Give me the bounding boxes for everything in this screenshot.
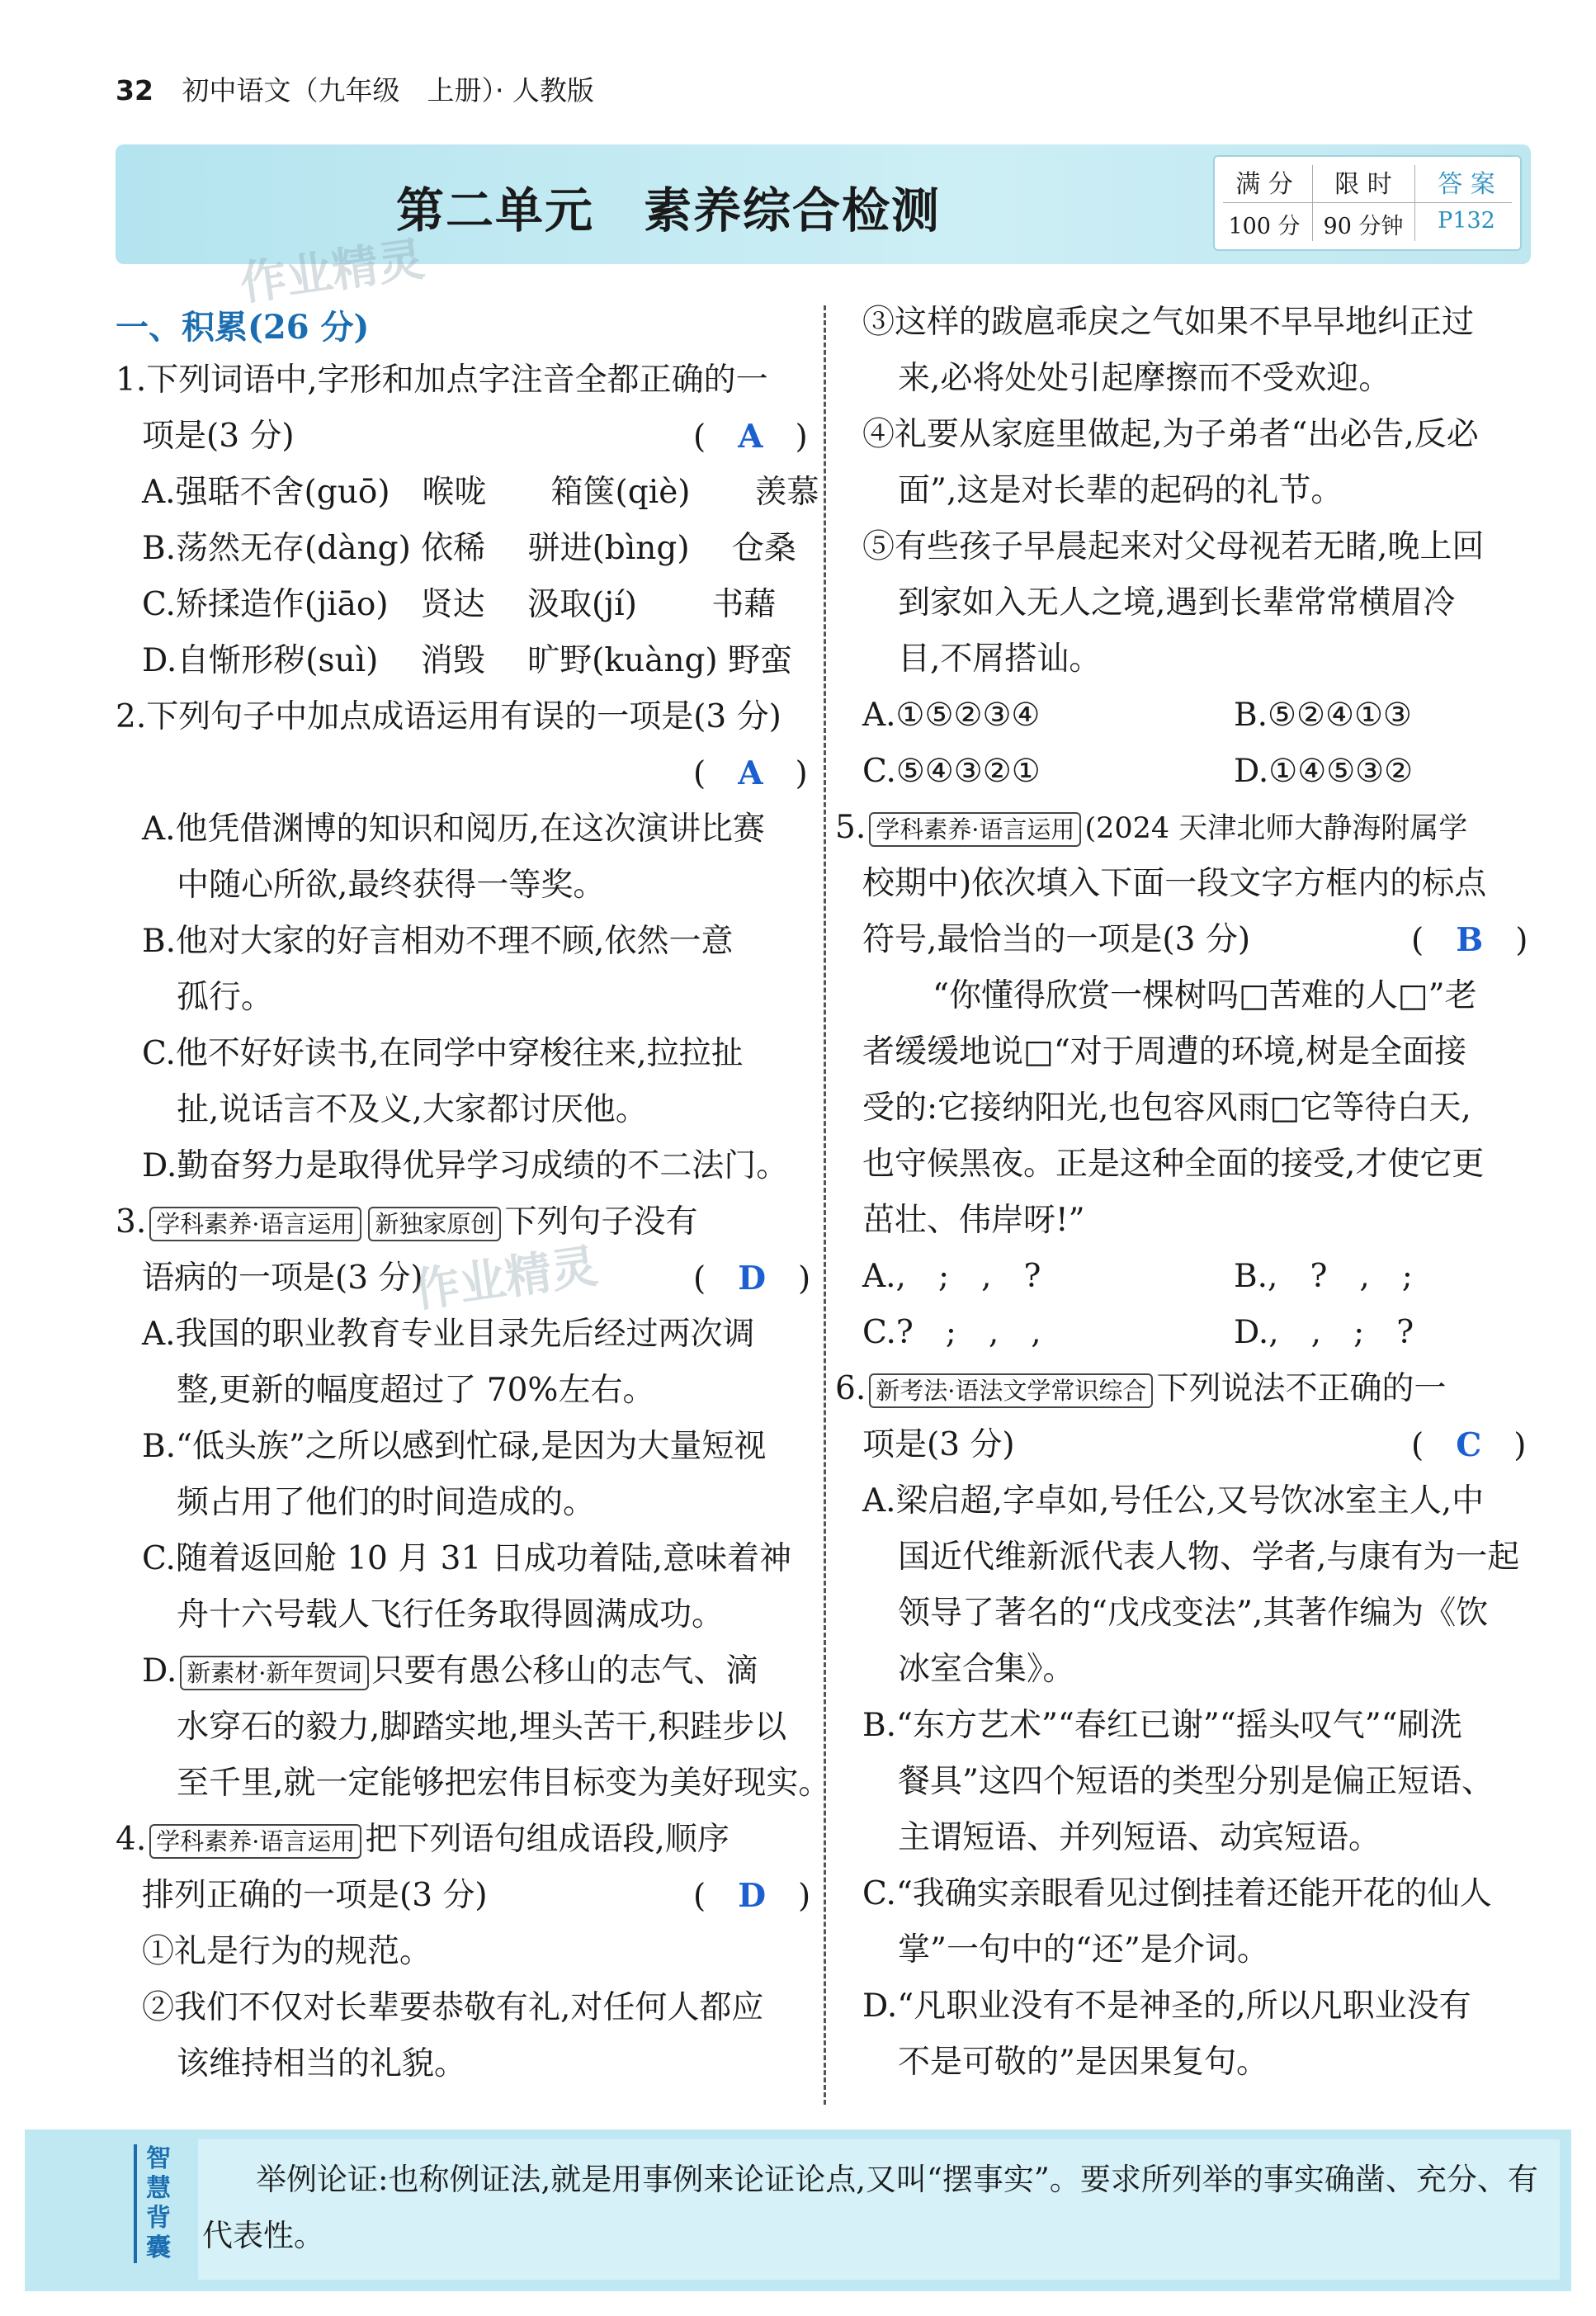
q6-option-c-2: 掌”一句中的“还”是介词。 [898,1931,1269,1969]
q6-stem-text: 下列说法不正确的一 [1156,1370,1447,1407]
q3-tag-1: 学科素养·语言运用 [149,1207,361,1241]
q6-answer-box: ( C ) [1411,1426,1527,1464]
q1-answer-box: ( A ) [693,418,808,456]
q3-tag-2: 新独家原创 [368,1207,501,1241]
q4-stem-2: 排列正确的一项是(3 分) [142,1877,488,1914]
score-label: 满 分 [1235,170,1293,199]
q4-sentence-4b: 面”,这是对长辈的起码的礼节。 [898,472,1343,509]
q5-passage-2: 者缓缓地说□“对于周遭的环境,树是全面接 [862,1033,1467,1071]
q5-passage-5: 茁壮、伟岸呀!” [862,1202,1085,1239]
q5-option-c: C.? ; , , [862,1314,1041,1351]
q1-stem: 1.下列词语中,字形和加点字注音全都正确的一 [116,362,768,399]
q4-option-d: D.①④⑤③② [1234,753,1414,790]
q1-option-b: B.荡然无存(dàng) 依稀 骈进(bìng) 仓桑 [142,530,796,567]
q6-option-a-3: 领导了著名的“戊戌变法”,其著作编为《饮 [898,1595,1489,1632]
q4-sentence-5c: 目,不屑搭讪。 [898,640,1102,678]
q4-option-c: C.⑤④③②① [862,753,1041,790]
q5-stem-2: 校期中)依次填入下面一段文字方框内的标点 [862,865,1487,902]
q2-option-c-2: 扯,说话言不及义,大家都讨厌他。 [177,1091,648,1128]
q5-passage-1: “你懂得欣赏一棵树吗□苦难的人□”老 [933,977,1477,1014]
q5-passage-4: 也守候黑夜。正是这种全面的接受,才使它更 [862,1146,1485,1183]
q3-answer: D [738,1260,767,1297]
q3-stem-text: 下列句子没有 [504,1203,698,1241]
q6-option-a: A.梁启超,字卓如,号任公,又号饮冰室主人,中 [862,1482,1485,1520]
q1-option-c: C.矫揉造作(jiāo) 贤达 汲取(jí) 书藉 [142,586,777,623]
q6-tag: 新考法·语法文学常识综合 [869,1373,1153,1408]
q6-option-b: B.“东方艺术”“春红已谢”“摇头叹气”“刷洗 [862,1707,1462,1744]
time-value: 90 分钟 [1323,214,1404,239]
q3-option-d-3: 至千里,就一定能够把宏伟目标变为美好现实。 [177,1765,831,1802]
book-title: 初中语文（九年级 上册）· 人教版 [182,74,594,106]
q6-option-b-2: 餐具”这四个短语的类型分别是偏正短语、 [898,1763,1494,1800]
score-box-divider [1414,165,1415,241]
q3-option-b: B.“低头族”之所以感到忙碌,是因为大量短视 [142,1428,767,1465]
q2-option-c: C.他不好好读书,在同学中穿梭往来,拉拉扯 [142,1035,744,1072]
q1-answer: A [738,418,763,456]
q4-stem: 4. 学科素养·语言运用 把下列语句组成语段,顺序 [116,1821,730,1858]
q5-answer: B [1456,921,1484,959]
q6-option-c: C.“我确实亲眼看见过倒挂着还能开花的仙人 [862,1875,1492,1912]
q6-option-d: D.“凡职业没有不是神圣的,所以凡职业没有 [862,1988,1471,2025]
q3-option-c: C.随着返回舱 10 月 31 日成功着陆,意味着神 [142,1540,792,1577]
q5-option-a: A., ; , ? [862,1258,1041,1295]
answer-label: 答 案 [1438,170,1495,199]
page-number: 32 [116,74,153,106]
page-header [116,69,594,108]
tip-text-2: 代表性。 [202,2218,324,2253]
column-divider [824,305,826,2105]
q2-option-b-2: 孤行。 [177,979,274,1016]
q1-option-d: D.自惭形秽(suì) 消毁 旷野(kuàng) 野蛮 [142,642,793,679]
q6-option-a-4: 冰室合集》。 [898,1651,1075,1688]
q6-option-d-2: 不是可敬的”是因果复句。 [898,2044,1268,2081]
q2-option-a-2: 中随心所欲,最终获得一等奖。 [177,867,606,904]
q5-answer-box: ( B ) [1411,921,1528,959]
q2-option-d: D.勤奋努力是取得优异学习成绩的不二法门。 [142,1147,789,1184]
q4-sentence-2: ②我们不仅对长辈要恭敬有礼,对任何人都应 [142,1989,764,2026]
q3-option-b-2: 频占用了他们的时间造成的。 [177,1484,596,1521]
q5-stem: 5. 学科素养·语言运用 (2024 天津北师大静海附属学 [835,809,1468,846]
q5-passage-3: 受的:它接纳阳光,也包容风雨□它等待白天, [862,1089,1471,1127]
q4-option-a: A.①⑤②③④ [862,697,1041,734]
score-box [1213,155,1522,251]
q6-stem: 6. 新考法·语法文学常识综合 下列说法不正确的一 [835,1370,1447,1407]
q3-option-c-2: 舟十六号载人飞行任务取得圆满成功。 [177,1596,725,1633]
q4-answer-box: ( D ) [693,1877,811,1915]
q4-sentence-2b: 该维持相当的礼貌。 [177,2045,467,2082]
q2-answer-box: ( A ) [693,754,808,792]
q3-stem-2: 语病的一项是(3 分) [142,1260,423,1297]
tip-side-label: 智慧背囊 [134,2144,175,2263]
q2-answer: A [738,754,763,792]
q3-option-d-2: 水穿石的毅力,脚踏实地,埋头苦干,积跬步以 [177,1709,787,1746]
q6-option-a-2: 国近代维新派代表人物、学者,与康有为一起 [898,1538,1520,1576]
score-box-divider [1312,165,1313,241]
score-box-divider [1223,202,1512,203]
q2-option-a: A.他凭借渊博的知识和阅历,在这次演讲比赛 [142,811,765,848]
answer-page: P132 [1438,208,1495,234]
q4-sentence-3: ③这样的跋扈乖戾之气如果不早早地纠正过 [862,304,1475,341]
time-label: 限 时 [1334,170,1392,199]
q4-sentence-3b: 来,必将处处引起摩擦而不受欢迎。 [898,360,1391,397]
q1-stem-2: 项是(3 分) [142,418,295,455]
q4-stem-text: 把下列语句组成语段,顺序 [365,1821,730,1858]
q4-answer: D [738,1877,767,1915]
score-value: 100 分 [1228,214,1301,239]
q3-option-a-2: 整,更新的幅度超过了 70%左右。 [177,1372,655,1409]
q5-option-b: B., ? , ; [1234,1258,1413,1295]
q2-stem: 2.下列句子中加点成语运用有误的一项是(3 分) [116,698,781,735]
q5-stem-3: 符号,最恰当的一项是(3 分) [862,921,1251,958]
q6-answer: C [1456,1426,1482,1464]
page-title: 第二单元 素养综合检测 [396,182,942,239]
q4-sentence-1: ①礼是行为的规范。 [142,1933,432,1970]
section-title: 一、积累(26 分) [116,308,370,347]
q3-answer-box: ( D ) [693,1260,811,1297]
q4-sentence-5b: 到家如入无人之境,遇到长辈常常横眉冷 [898,584,1456,622]
tip-text-1: 举例论证:也称例证法,就是用事例来论证论点,又叫“摆事实”。要求所列举的事实确凿、充分、有 [256,2162,1538,2197]
q1-option-a: A.强聒不舍(guō) 喉咙 箱箧(qiè) 羡慕 [142,474,819,511]
q4-sentence-5: ⑤有些孩子早晨起来对父母视若无睹,晚上回 [862,528,1485,565]
q5-stem-text: (2024 天津北师大静海附属学 [1084,812,1468,845]
q3-option-a: A.我国的职业教育专业目录先后经过两次调 [142,1316,755,1353]
q4-option-b: B.⑤②④①③ [1234,697,1412,734]
q4-sentence-4: ④礼要从家庭里做起,为子弟者“出必告,反必 [862,416,1479,453]
q3-stem: 3. 学科素养·语言运用 新独家原创 下列句子没有 [116,1203,698,1241]
q3-option-d-tag: 新素材·新年贺词 [180,1656,368,1690]
watermark: 作业精灵 [237,232,428,312]
q6-option-b-3: 主谓短语、并列短语、动宾短语。 [898,1819,1381,1856]
q5-option-d: D., , ; ? [1234,1314,1414,1351]
q3-option-d: D. 新素材·新年贺词 只要有愚公移山的志气、滴 [142,1652,758,1690]
q3-option-d-text: 只要有愚公移山的志气、滴 [371,1652,758,1690]
q6-stem-2: 项是(3 分) [862,1426,1015,1463]
q5-tag: 学科素养·语言运用 [869,812,1081,847]
watermark: 作业精灵 [410,1239,602,1319]
q4-tag: 学科素养·语言运用 [149,1824,361,1859]
q2-option-b: B.他对大家的好言相劝不理不顾,依然一意 [142,923,734,960]
